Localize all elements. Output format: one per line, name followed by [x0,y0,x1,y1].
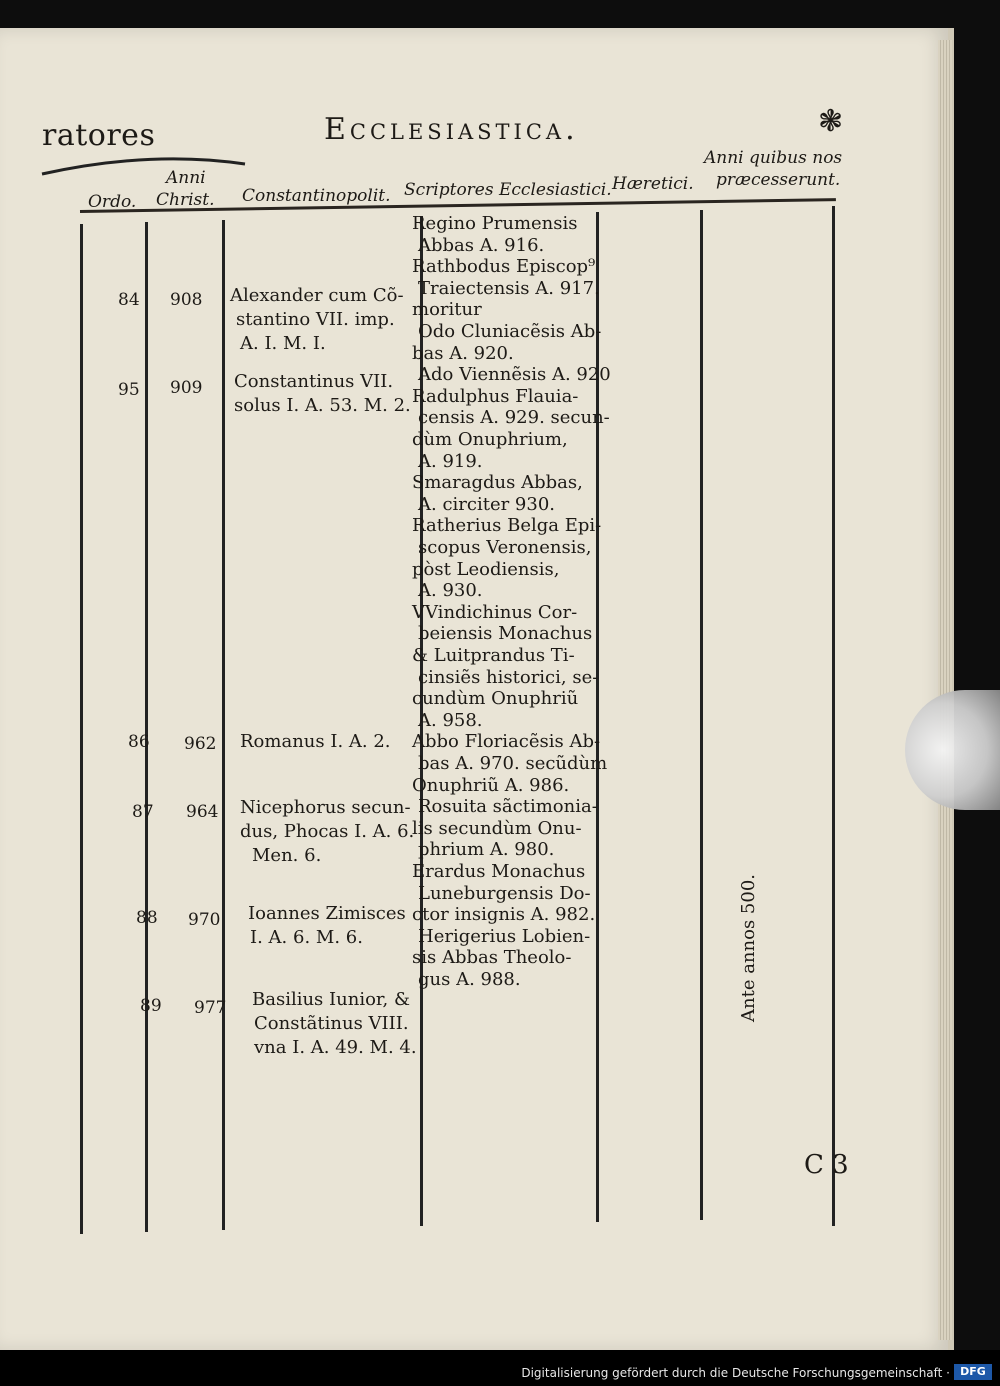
scriptores-line: cinsiẽs historici, se- [418,666,599,688]
scriptores-line: dùm Onuphrium, [412,429,568,450]
ordo-86: 86 [128,732,150,752]
anno-970: 970 [188,910,221,930]
col-anni-quibus-1: Anni quibus nos [704,148,843,168]
col-rule-6 [700,210,703,1220]
scriptores-line: & Luitprandus Ti- [412,645,575,666]
const-88-1: Ioannes Zimisces [248,903,406,924]
dfg-logo-icon: DFG [954,1364,992,1380]
scriptores-line: cundùm Onuphriũ [412,688,579,710]
scriptores-line: A. 958. [418,709,483,731]
const-88-2: I. A. 6. M. 6. [250,927,363,948]
anno-977: 977 [194,998,227,1018]
scriptores-line: Smaragdus Abbas, [412,472,583,494]
scriptores-line: pòst Leodiensis, [412,558,560,580]
scriptores-line: beiensis Monachus [418,623,593,645]
const-95-1: Constantinus VII. [234,371,394,392]
scriptores-line: A. 919. [418,450,483,472]
scriptores-line: Ado Viennẽsis A. 920 [418,364,611,386]
scriptores-line: Rathbodus Episcop⁹ [412,256,596,278]
ordo-95: 95 [118,380,140,400]
const-87-3: Men. 6. [252,845,322,866]
col-anni-2: Christ. [156,190,215,210]
vertical-note: Ante annos 500. [738,874,759,1022]
const-87-2: dus, Phocas I. A. 6. [240,821,415,842]
ordo-89: 89 [140,996,162,1016]
scriptores-line: Regino Prumensis [412,213,578,234]
scriptores-line: Ratherius Belga Epi- [412,515,602,537]
scriptores-line: bas A. 920. [412,342,514,364]
ornament-icon: ❃ [818,104,844,139]
ordo-88: 88 [136,908,158,928]
col-haeretici: Hæretici. [612,174,694,194]
col-rule-3 [222,220,225,1230]
const-84-3: A. I. M. I. [240,333,326,354]
head-flourish [40,150,250,180]
scriptores-line: phrium A. 980. [418,839,555,861]
anno-962: 962 [184,734,217,754]
scriptores-line: Odo Cluniacẽsis Ab- [418,321,602,342]
col-constantinopolit: Constantinopolit. [242,186,391,206]
anno-964: 964 [186,802,219,822]
scriptores-line: VVindichinus Cor- [412,601,578,623]
scriptores-line: censis A. 929. secun- [418,407,610,429]
scriptores-line: gus A. 988. [418,969,521,990]
scriptores-line: Herigerius Lobien- [418,925,591,947]
const-86-1: Romanus I. A. 2. [240,731,391,752]
scriptores-line: Abbas A. 916. [418,234,545,256]
running-head-left: ratores [42,118,156,153]
scriptores-line: A. 930. [418,580,483,602]
const-95-2: solus I. A. 53. M. 2. [234,395,411,416]
const-89-2: Constãtinus VIII. [254,1013,409,1034]
scriptores-line: scopus Veronensis, [418,537,592,558]
scriptores-line: Luneburgensis Do- [418,882,591,904]
page-edge [938,40,952,1340]
scriptores-line: Rosuita sãctimonia- [418,796,598,818]
const-87-1: Nicephorus secun- [240,797,411,818]
col-ordo: Ordo. [88,192,137,212]
scriptores-line: lis secundùm Onu- [412,817,582,839]
scriptores-line: Onuphriũ A. 986. [412,774,570,796]
scriptores-line: sis Abbas Theolo- [412,947,572,969]
ordo-84: 84 [118,290,140,310]
scriptores-line: Traiectensis A. 917. [418,277,600,299]
const-89-3: vna I. A. 49. M. 4. [254,1037,417,1058]
const-84-2: stantino VII. imp. [236,309,395,330]
running-head-title: Ecclesiastica. [324,112,579,147]
const-84-1: Alexander cum Cõ- [230,285,404,306]
col-scriptores: Scriptores Ecclesiastici. [404,180,612,200]
scriptores-line: A. circiter 930. [418,493,556,515]
col-anni-quibus-2: præcesserunt. [716,170,841,190]
scriptores-line: ctor insignis A. 982. [412,904,596,926]
col-rule-2 [145,222,148,1232]
anno-909: 909 [170,378,203,398]
scriptores-line: Radulphus Flauia- [412,385,579,407]
const-89-1: Basilius Iunior, & [252,989,411,1010]
folio-signature: C 3 [804,1150,849,1180]
scriptores-line: moritur [412,299,482,321]
col-rule-1 [80,224,83,1234]
ordo-87: 87 [132,802,154,822]
scriptores-line: bas A. 970. secũdùm [418,753,608,774]
scriptores-line: Abbo Floriacẽsis Ab- [412,731,601,753]
col-anni-1: Anni [166,168,206,188]
col-rule-7 [832,206,835,1226]
scriptores-line: Erardus Monachus [412,861,586,882]
anno-908: 908 [170,290,203,310]
funding-note: Digitalisierung gefördert durch die Deutsche Forschungsgemeinschaft · [521,1366,950,1380]
